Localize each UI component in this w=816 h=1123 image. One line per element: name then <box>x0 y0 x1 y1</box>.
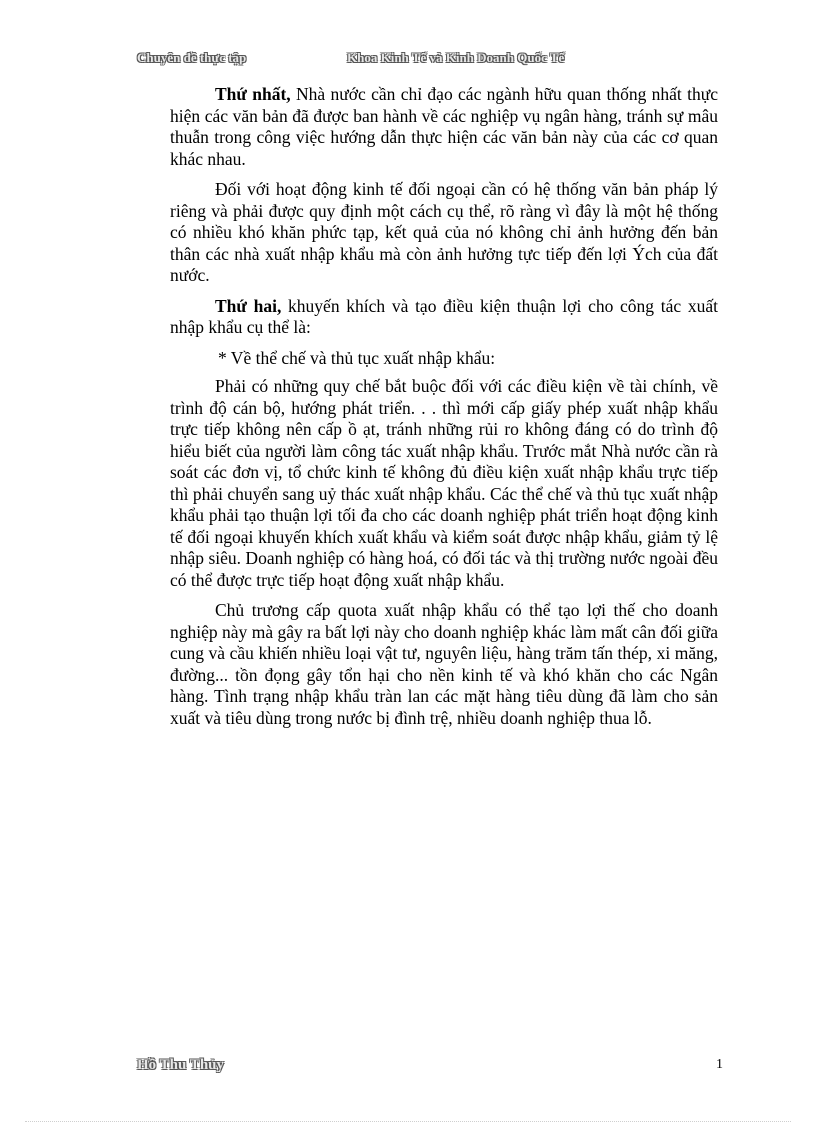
footer-author: Hồ Thu Thủy <box>137 1057 225 1073</box>
paragraph-1-lead: Thứ nhất, <box>215 84 291 104</box>
paragraph-3-lead: Thứ hai, <box>215 295 282 316</box>
bullet-heading: * Về thể chế và thủ tục xuất nhập khẩu: <box>218 347 496 368</box>
paragraph-3 <box>170 296 718 339</box>
header-left: Chuyên đề thực tập <box>137 50 247 65</box>
document-body <box>170 84 718 738</box>
page-bottom-divider <box>25 1121 791 1122</box>
paragraph-6: Chủ trương cấp quota xuất nhập khẩu có thể tạo lợi thế cho doanh nghiệp này mà gây ra bất lợi này cho doanh nghiệp khác làm mất cân đối giữa cung và cầu khiến nhiều loại vật tư, nguyên liệu, hàng trăm tấn thép, xi măng, đường... tồn đọng gây tổn hại cho nền kinh tế và khó khăn cho các Ngân hàng. Tình trạng nhập khẩu tràn lan các mặt hàng tiêu dùng đã làm cho sản xuất và tiêu dùng trong nước bị đình trệ, nhiều doanh nghiệp thua lỗ. <box>170 600 718 728</box>
paragraph-5: Phải có những quy chế bắt buộc đối với các điều kiện về tài chính, về trình độ cán bộ, hướng phát triển. . . thì mới cấp giấy phép xuất nhập khẩu trực tiếp không nên cấp ồ ạt, tránh những rủi ro không đáng có do trình độ hiểu biết của người làm công tác xuất nhập khẩu. Trước mắt Nhà nước cần rà soát các đơn vị, tổ chức kinh tế không đủ điều kiện xuất nhập khẩu trực tiếp thì phải chuyển sang uỷ thác xuất nhập khẩu. Các thể chế và thủ tục xuất nhập khẩu phải tạo thuận lợi tối đa cho các doanh nghiệp phát triển hoạt động kinh tế đối ngoại khuyến khích xuất khẩu và kiểm soát được nhập khẩu, giảm tỷ lệ nhập siêu. Doanh nghiệp có hàng hoá, có đối tác và thị trường nước ngoài đều có thể được trực tiếp hoạt động xuất nhập khẩu. <box>170 376 718 590</box>
paragraph-3-text: khuyến khích và tạo điều kiện thuận lợi cho công tác xuất nhập khẩu cụ thể là: <box>170 295 718 337</box>
paragraph-1 <box>170 84 718 170</box>
paragraph-2: Đối với hoạt động kinh tế đối ngoại cần có hệ thống văn bản pháp lý riêng và phải được quy định một cách cụ thể, rõ ràng vì đây là một hệ thống có nhiều khó khăn phức tạp, kết quả của nó không chỉ ảnh hưởng đến bản thân các nhà xuất nhập khẩu mà còn ảnh hưởng tực tiếp đến lợi Ých của đất nước. <box>170 179 718 285</box>
paragraph-1-text: Nhà nước cần chỉ đạo các ngành hữu quan thống nhất thực hiện các văn bản đã được ban hành về các nghiệp vụ ngân hàng, tránh sự mâu thuẫn trong công việc hướng dẫn thực hiện các văn bản này của các cơ quan khác nhau. <box>170 84 718 169</box>
header-right: Khoa Kinh Tế và Kinh Doanh Quốc Tế <box>347 50 565 65</box>
page-number: 1 <box>716 1057 723 1072</box>
